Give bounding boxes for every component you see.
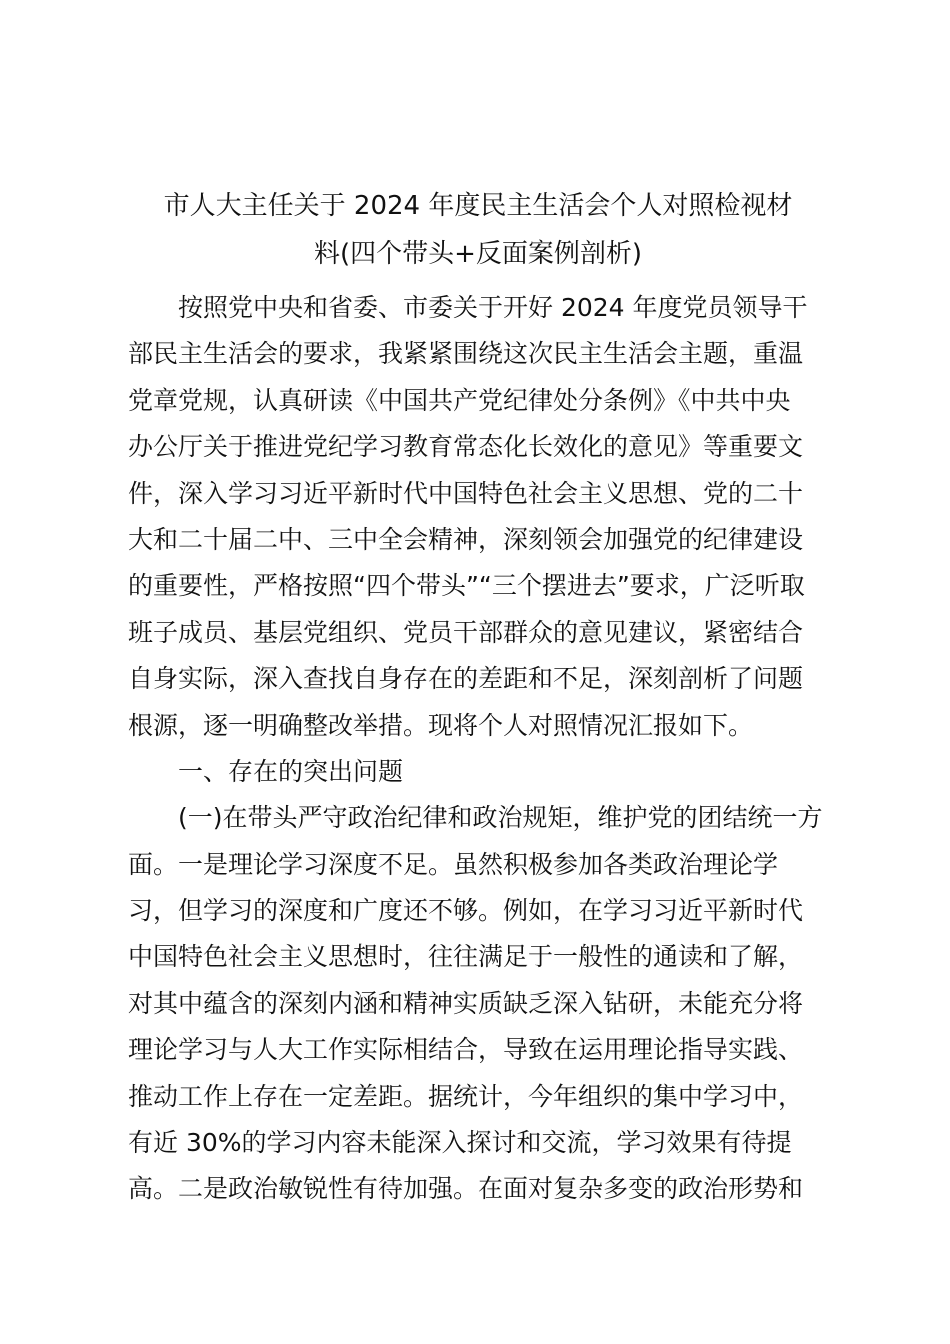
body-line: 自身实际，深入查找自身存在的差距和不足，深刻剖析了问题: [128, 664, 804, 694]
title-line-2: 料(四个带头+反面案例剖析): [313, 239, 643, 269]
body-line: 的重要性，严格按照“四个带头”“三个摆进去”要求，广泛听取: [128, 571, 805, 601]
title-line-1: 市人大主任关于 2024 年度民主生活会个人对照检视材: [163, 191, 793, 221]
body-line: 有近 30%的学习内容未能深入探讨和交流，学习效果有待提: [128, 1128, 792, 1158]
body-line: (一)在带头严守政治纪律和政治规矩，维护党的团结统一方: [178, 803, 823, 833]
body-line: 根源，逐一明确整改举措。现将个人对照情况汇报如下。: [128, 710, 754, 740]
body-line: 推动工作上存在一定差距。据统计，今年组织的集中学习中，: [128, 1081, 804, 1111]
body-line: 理论学习与人大工作实际相结合，导致在运用理论指导实践、: [128, 1035, 804, 1065]
body-line: 面。一是理论学习深度不足。虽然积极参加各类政治理论学: [128, 849, 779, 879]
document-title: [128, 182, 828, 278]
body-line: 党章党规，认真研读《中国共产党纪律处分条例》《中共中央: [128, 385, 791, 415]
body-line: 大和二十届二中、三中全会精神，深刻领会加强党的纪律建设: [128, 524, 804, 554]
body-line: 班子成员、基层党组织、党员干部群众的意见建议，紧密结合: [128, 617, 804, 647]
body-line: 部民主生活会的要求，我紧紧围绕这次民主生活会主题，重温: [128, 339, 804, 369]
body-line: 件，深入学习习近平新时代中国特色社会主义思想、党的二十: [128, 478, 804, 508]
body-line: 办公厅关于推进党纪学习教育常态化长效化的意见》等重要文: [128, 432, 804, 462]
body-line: 按照党中央和省委、市委关于开好 2024 年度党员领导干: [178, 293, 808, 322]
body-line: 高。二是政治敏锐性有待加强。在面对复杂多变的政治形势和: [128, 1174, 804, 1204]
body-line: 对其中蕴含的深刻内涵和精神实质缺乏深入钻研，未能充分将: [128, 988, 804, 1018]
section-heading: 一、存在的突出问题: [178, 756, 404, 786]
document-body: [128, 285, 828, 1213]
body-line: 中国特色社会主义思想时，往往满足于一般性的通读和了解，: [128, 942, 804, 972]
body-line: 习，但学习的深度和广度还不够。例如，在学习习近平新时代: [128, 896, 804, 926]
